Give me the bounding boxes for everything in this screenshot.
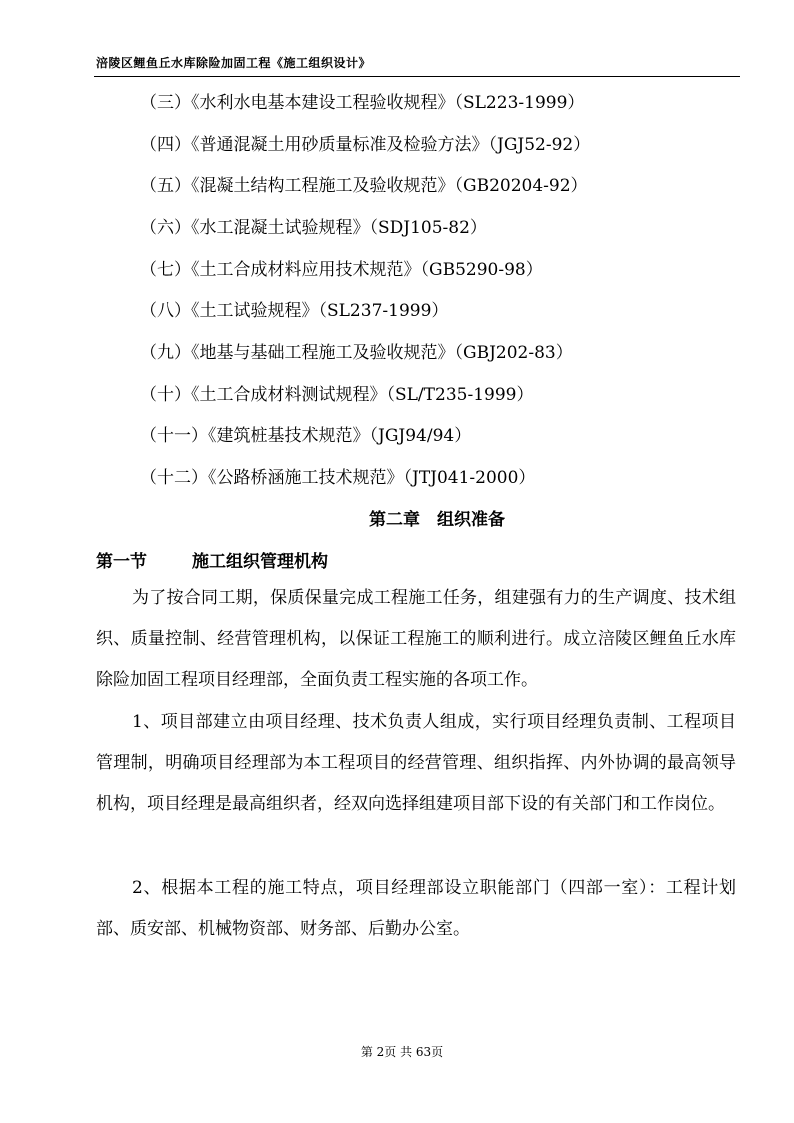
paragraph: 1、项目部建立由项目经理、技术负责人组成，实行项目经理负责制、工程项目管理制，明确项目经理部为本工程项目的经营管理、组织指挥、内外协调的最高领导机构，项目经理是最高组织者，经双向选择组建项目部下设的有关部门和工作岗位。 — [96, 712, 736, 814]
reference-item: （九）《地基与基础工程施工及验收规范》（GBJ202-83） — [140, 343, 573, 363]
reference-item: （三）《水利水电基本建设工程验收规程》（SL223-1999） — [140, 93, 585, 113]
section-heading — [96, 547, 328, 572]
reference-item: （十）《土工合成材料测试规程》（SL/T235-1999） — [140, 385, 534, 405]
section-number: 第一节 — [96, 552, 147, 572]
section-title: 施工组织管理机构 — [192, 552, 328, 572]
header-divider — [94, 76, 740, 77]
reference-item: （八）《土工试验规程》（SL237-1999） — [140, 301, 449, 321]
reference-item: （四）《普通混凝土用砂质量标准及检验方法》（JGJ52-92） — [140, 135, 591, 155]
header-title: 涪陵区鲤鱼丘水库除险加固工程《施工组织设计》 — [96, 56, 372, 70]
reference-item: （六）《水工混凝土试验规程》（SDJ105-82） — [140, 218, 487, 238]
page-number: 第 2页 共 63页 — [360, 1045, 444, 1059]
paragraph: 2、根据本工程的施工特点，项目经理部设立职能部门（四部一室）：工程计划部、质安部、机械物资部、财务部、后勤办公室。 — [96, 878, 736, 939]
paragraph: 为了按合同工期，保质保量完成工程施工任务，组建强有力的生产调度、技术组织、质量控制、经营管理机构，以保证工程施工的顺利进行。成立涪陵区鲤鱼丘水库除险加固工程项目经理部，全面负责工程实施的各项工作。 — [96, 588, 736, 690]
chapter-heading: 第二章 组织准备 — [369, 510, 505, 530]
reference-item: （十二）《公路桥涵施工技术规范》（JTJ041-2000） — [140, 468, 536, 488]
reference-item: （五）《混凝土结构工程施工及验收规范》（GB20204-92） — [140, 176, 588, 196]
reference-item: （十一）《建筑桩基技术规范》（JGJ94/94） — [140, 426, 472, 446]
reference-item: （七）《土工合成材料应用技术规范》（GB5290-98） — [140, 260, 543, 280]
